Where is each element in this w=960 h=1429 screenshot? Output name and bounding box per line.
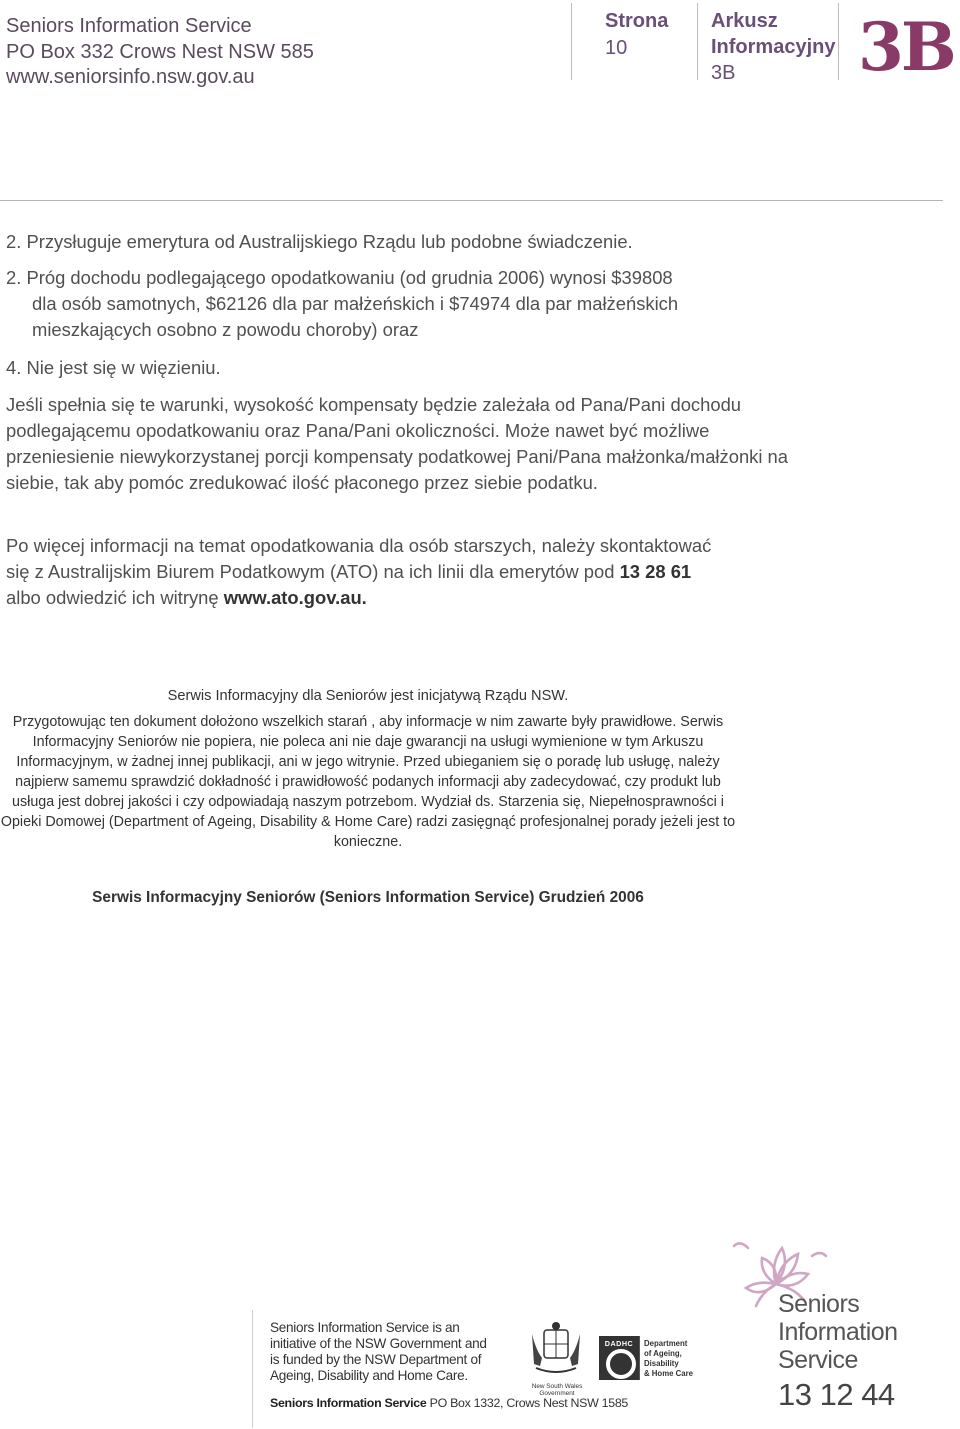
dadhc-line2: of Ageing, xyxy=(644,1349,682,1358)
footer-address xyxy=(270,1396,628,1410)
item-2b-line1: 2. Próg dochodu podlegającego opodatkowaniu (od grudnia 2006) wynosi $39808 xyxy=(6,267,673,288)
item-2a: 2. Przysługuje emerytura od Australijskiego Rządu lub podobne świadczenie. xyxy=(6,231,633,252)
paragraph-compensation: Jeśli spełnia się te warunki, wysokość kompensaty będzie zależała od Pana/Pani dochodu podlegającemu opodatkowaniu oraz Pana/Pani okoliczności. Może nawet być możliwe przeniesienie niewykorzystanej porcji kompensaty podatkowej Pani/Pana małżonka/małżonki na siebie, tak aby pomóc zredukować ilość płaconego przez siebie podatku. xyxy=(6,394,789,493)
initiative-line3: is funded by the NSW Department of xyxy=(270,1352,482,1367)
dadhc-line4: & Home Care xyxy=(644,1369,693,1378)
ato-website-link[interactable]: www.ato.gov.au. xyxy=(223,587,367,608)
sheet-label-line1: Arkusz xyxy=(711,10,778,32)
footer-divider xyxy=(252,1310,253,1428)
header-divider xyxy=(571,3,572,80)
page-number: 10 xyxy=(605,37,628,59)
org-address: PO Box 332 Crows Nest NSW 585 xyxy=(6,40,314,63)
disclaimer-body: Przygotowując ten dokument dołożono wszelkich starań , aby informacje w nim zawarte były prawidłowe. Serwis Informacyjny Seniorów nie popiera, nie poleca ani nie daje gwarancji na usługi wymienione w tym Arkuszu Informacyjnym, w żadnej innej publikacji, ani w jego witrynie. Przed ubieganiem się o poradę lub usługę, należy najpierw samemu sprawdzić dokładność i prawidłowość podanych informacji aby zadecydować, czy produkt lub usługa jest dobrej jakości i czy odpowiadają naszym potrzebom. Wydział ds. Starzenia się, Niepełnosprawności i Opieki Domowej (Department of Ageing, Disability & Home Care) radzi zasięgnąć profesjonalnej porady jeżeli jest to konieczne. xyxy=(0,714,736,850)
nsw-government-caption: New South Wales Government xyxy=(531,1383,583,1397)
nsw-government-crest-icon xyxy=(526,1320,586,1378)
sheet-indicator xyxy=(711,8,835,86)
dadhc-line1: Department xyxy=(644,1339,688,1348)
sis-phone-number: 13 12 44 xyxy=(778,1377,895,1412)
footer-address-org: Seniors Information Service xyxy=(270,1396,427,1410)
disclaimer-footer: Serwis Informacyjny Seniorów (Seniors Information Service) Grudzień 2006 xyxy=(92,889,644,906)
paragraph-more-info xyxy=(6,533,721,611)
header-divider xyxy=(838,3,839,80)
header-organization xyxy=(6,14,314,91)
org-name: Seniors Information Service xyxy=(6,15,252,37)
dadhc-logo-icon xyxy=(599,1336,639,1380)
sis-line2: Information xyxy=(778,1318,898,1346)
ato-phone: 13 28 61 xyxy=(619,561,692,582)
paragraph-more-info-mid: albo odwiedzić ich witrynę xyxy=(6,587,224,608)
seniors-information-service-logo xyxy=(778,1290,898,1374)
disclaimer-title: Serwis Informacyjny dla Seniorów jest inicjatywą Rządu NSW. xyxy=(167,688,569,704)
page-label: Strona xyxy=(605,10,669,32)
initiative-line4: Ageing, Disability and Home Care. xyxy=(270,1368,468,1383)
paragraph-more-info-prefix: Po więcej informacji na temat opodatkowania dla osób starszych, należy skontaktować się z Australijskim Biurem Podatkowym (ATO) na ich linii dla emerytów pod xyxy=(6,535,712,582)
sis-line1: Seniors xyxy=(778,1290,860,1318)
item-2b-line3: mieszkających osobno z powodu choroby) oraz xyxy=(32,319,419,340)
initiative-line2: initiative of the NSW Government and xyxy=(270,1336,487,1351)
item-2b xyxy=(6,265,946,343)
initiative-line1: Seniors Information Service is an xyxy=(270,1320,460,1335)
header-rule xyxy=(0,200,943,201)
sis-line3: Service xyxy=(778,1346,858,1374)
org-website-link[interactable]: www.seniorsinfo.nsw.gov.au xyxy=(6,66,255,88)
sheet-label-line2: Informacyjny xyxy=(711,36,836,58)
item-2b-line2: dla osób samotnych, $62126 dla par małżeńskich i $74974 dla par małżeńskich xyxy=(32,293,679,314)
footer-address-rest: PO Box 1332, Crows Nest NSW 1585 xyxy=(426,1396,629,1410)
dadhc-divider xyxy=(639,1336,640,1380)
sheet-badge: 3B xyxy=(858,8,954,86)
item-4: 4. Nie jest się w więzieniu. xyxy=(6,357,221,378)
dadhc-name xyxy=(644,1339,693,1379)
footer-initiative xyxy=(270,1320,487,1384)
dadhc-acronym: DADHC xyxy=(604,1339,634,1348)
page-indicator xyxy=(605,8,668,62)
sheet-id: 3B xyxy=(711,62,736,84)
dadhc-line3: Disability xyxy=(644,1359,679,1368)
header-divider xyxy=(697,3,698,80)
